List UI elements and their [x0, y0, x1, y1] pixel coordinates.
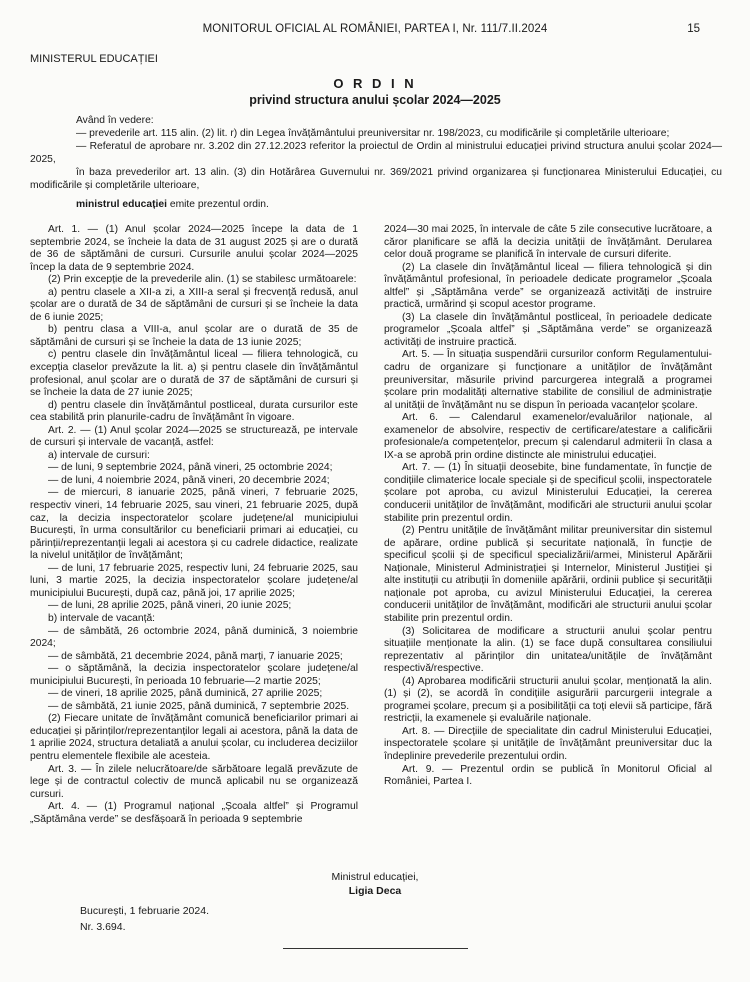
paragraph: — de luni, 17 februarie 2025, respectiv luni, 24 februarie 2025, sau luni, 3 martie 2025, la decizia inspectoratelor școlare județene/al municipiului București, după caz, până joi, 17 aprilie 2025;: [30, 562, 358, 599]
document-title: O R D I N: [333, 76, 417, 91]
paragraph: — o săptămână, la decizia inspectoratelor școlare județene/al municipiului București, în perioada 10 februarie—2 martie 2025;: [30, 663, 358, 687]
paragraph: — de sâmbătă, 21 decembrie 2024, până marți, 7 ianuarie 2025;: [48, 650, 343, 662]
paragraph: b) pentru clasa a VIII-a, anul școlar are o durată de 35 de săptămâni de cursuri și se încheie la data de 13 iunie 2025;: [30, 324, 358, 348]
paragraph: — de vineri, 18 aprilie 2025, până duminică, 27 aprilie 2025;: [48, 688, 323, 700]
order-number: Nr. 3.694.: [80, 921, 126, 933]
document-subtitle: privind structura anului școlar 2024—2025: [249, 93, 501, 107]
paragraph: — de sâmbătă, 21 iunie 2025, până duminică, 7 septembrie 2025.: [48, 700, 350, 712]
paragraph: — de sâmbătă, 26 octombrie 2024, până duminică, 3 noiembrie 2024;: [30, 625, 358, 650]
paragraph: Art. 5. — În situația suspendării cursurilor conform Regulamentului-cadru de organizare și funcționare a unităților de învățământ preuniversitar, măsurile privind parcurgerea integrală a programei școlare prin modalități alternative stabilite de consiliul de administrație al unității de învățământ nu se dispun în perioada vacanțelor școlare.: [384, 349, 712, 411]
declaration-bold: ministrul educației: [76, 198, 167, 210]
paragraph: Art. 7. — (1) În situații deosebite, bine fundamentate, în funcție de condițiile climaterice locale speciale și de specificul școlii, inspectoratele școlare pot aproba, cu avizul Ministerului Educației, la cererea conducerii unităților de învățământ, modificări ale structurii anului școlar stabilite prin prezentul ordin.: [384, 462, 712, 524]
signatory-name: Ligia Deca: [348, 885, 402, 897]
end-rule: [283, 948, 468, 949]
paragraph: (3) Solicitarea de modificare a structurii anului școlar pentru situațiile menționate la alin. (1) se face după consultarea consiliului reprezentativ al părinților din unitatea/unitățile de învățământ respectivă/respective.: [384, 625, 712, 675]
preamble-declaration: [30, 198, 722, 211]
paragraph: Art. 4. — (1) Programul național „Școala altfel” și Programul „Săptămâna verde” se desfășoară în perioada 9 septembrie: [30, 801, 358, 825]
paragraph: a) pentru clasele a XII-a zi, a XIII-a seral și frecvență redusă, anul școlar are o durată de 34 de săptămâni de cursuri și se încheie la data de 6 iunie 2025;: [30, 286, 358, 323]
preamble-basis: în baza prevederilor art. 13 alin. (3) din Hotărârea Guvernului nr. 369/2021 privind organizarea și funcționarea Ministerului Educației, cu modificările și completările ulterioare,: [30, 167, 722, 192]
paragraph: — de miercuri, 8 ianuarie 2025, până vineri, 7 februarie 2025, respectiv vineri, 14 februarie 2025, sau vineri, 21 februarie 2025, după caz, la decizia inspectoratelor școlare județene/al municipiului București, în urma consultărilor cu beneficiarii primari ai educației, cu părinții/reprezentanții legali ai acestora și cu cadrele didactice, realizate la nivelul unităților de învățământ;: [30, 487, 358, 562]
paragraph: Art. 2. — (1) Anul școlar 2024—2025 se structurează, pe intervale de cursuri și intervale de vacanță, astfel:: [30, 424, 358, 449]
paragraph: a) intervale de cursuri:: [48, 449, 150, 461]
paragraph: (2) Pentru unitățile de învățământ militar preuniversitar din sistemul de apărare, ordine publică și securitate națională, în funcție de specificul școlii și de specificul specializării/armei, Ministerul Apărării Naționale, Ministerul Administrației și Internelor, Ministerul Justiției și alte instituții cu atribuții în domeniile apărării, ordinii publice și securității naționale pot aproba, cu avizul Ministerului Educației, la cererea conducerii unităților de învățământ, modificări ale structurii anului școlar stabilite prin prezentul ordin.: [384, 525, 712, 624]
paragraph: Art. 6. — Calendarul examenelor/evaluărilor naționale, al examenelor de absolvire, respectiv de certificare/atestare a calificării profesionale/a competențelor, precum și calendarul admiterii în clasa a IX-a se aprobă prin ordine distincte ale ministrului educației.: [384, 412, 712, 461]
left-column: [30, 224, 358, 826]
publication-header: MONITORUL OFICIAL AL ROMÂNIEI, PARTEA I, Nr. 111/7.II.2024: [202, 23, 548, 35]
paragraph: — de luni, 28 aprilie 2025, până vineri, 20 iunie 2025;: [48, 600, 292, 612]
preamble: [30, 114, 722, 211]
paragraph: Art. 1. — (1) Anul școlar 2024—2025 începe la data de 1 septembrie 2024, se încheie la data de 31 august 2025 și are o durată de 36 de săptămâni de cursuri. Cursurile anului școlar 2024—2025 încep la data de 9 septembrie 2024.: [30, 224, 358, 273]
page-number: 15: [687, 23, 700, 35]
paragraph: (4) Aprobarea modificării structurii anului școlar, menționată la alin. (1) și (2), se acordă în condițiile asigurării parcurgerii integrale a programei școlare, precum și a posibilității ca toți elevii să participe, fără restricții, la examenele și evaluările naționale.: [384, 675, 712, 725]
paragraph: (2) Fiecare unitate de învățământ comunică beneficiarilor primari ai educației și părinților/reprezentanților legali ai acestora, până la data de 1 aprilie 2024, structura detaliată a anului școlar, cu includerea deciziilor pentru elementele flexibile ale acesteia.: [30, 713, 358, 762]
signatory-role: Ministrul educației,: [331, 871, 419, 883]
issuer: MINISTERUL EDUCAȚIEI: [30, 53, 158, 65]
paragraph: — de luni, 4 noiembrie 2024, până vineri, 20 decembrie 2024;: [48, 474, 330, 486]
paragraph: d) pentru clasele din învățământul postliceal, durata cursurilor este cea stabilită prin planurile-cadru de învățământ în vigoare.: [30, 399, 358, 424]
place-date-block: [80, 903, 209, 935]
paragraph: (2) Prin excepție de la prevederile alin. (1) se stabilesc următoarele:: [48, 274, 357, 286]
right-column: [384, 224, 712, 789]
paragraph: — de luni, 9 septembrie 2024, până vineri, 25 octombrie 2024;: [48, 462, 333, 474]
place-date: București, 1 februarie 2024.: [80, 905, 209, 917]
paragraph: Art. 9. — Prezentul ordin se publică în Monitorul Oficial al României, Partea I.: [384, 763, 712, 788]
paragraph: b) intervale de vacanță:: [48, 612, 156, 624]
preamble-having-in-view: Având în vedere:: [76, 115, 154, 126]
paragraph: Art. 3. — În zilele nelucrătoare/de sărbătoare legală prevăzute de lege și de contractul colectiv de muncă aplicabil nu se organizează cursuri.: [30, 763, 358, 800]
paragraph: (3) La clasele din învățământul postliceal, în perioadele dedicate programelor „Școala altfel” și „Săptămâna verde” se organizează activități de instruire practică.: [384, 311, 712, 348]
paragraph: c) pentru clasele din învățământul liceal — filiera tehnologică, cu excepția claselor prevăzute la lit. a) și pentru clasele din învățământul profesional, anul școlar are o durată de 37 de săptămâni de cursuri și se încheie la data de 27 iunie 2025;: [30, 349, 358, 399]
paragraph: (2) La clasele din învățământul liceal — filiera tehnologică și din învățământul profesional, în perioadele dedicate programelor „Școala altfel” și „Săptămâna verde” se organizează activități de instruire practică, urmărind și scopul acestor programe.: [384, 261, 712, 311]
preamble-item: — Referatul de aprobare nr. 3.202 din 27.12.2023 referitor la proiectul de Ordin al ministrului educației privind structura anului școlar 2024—2025,: [30, 141, 722, 166]
paragraph: 2024—30 mai 2025, în intervale de câte 5 zile consecutive lucrătoare, a căror planificare se află la decizia unității de învățământ. Derularea celor două programe se planifică în intervale de cursuri diferite.: [384, 224, 712, 261]
declaration-rest: emite prezentul ordin.: [166, 198, 269, 210]
signature-block: [0, 870, 750, 898]
paragraph: Art. 8. — Direcțiile de specialitate din cadrul Ministerului Educației, inspectoratele școlare și unitățile de învățământ preuniversitar duc la îndeplinire prevederile prezentului ordin.: [384, 725, 712, 762]
preamble-item: — prevederile art. 115 alin. (2) lit. r) din Legea învățământului preuniversitar nr. 198/2023, cu modificările și completările ulterioare;: [76, 128, 670, 140]
